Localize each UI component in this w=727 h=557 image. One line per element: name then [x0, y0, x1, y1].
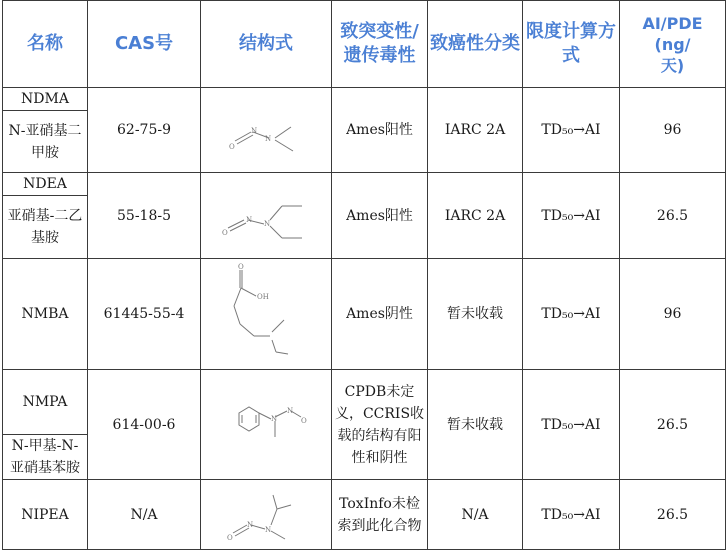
- carcinogenicity-cell: N/A: [428, 480, 523, 550]
- table-row: [3, 370, 726, 435]
- carcinogenicity-cell: IARC 2A: [428, 173, 523, 259]
- limit-cell: 26.5: [620, 173, 726, 259]
- mutagenicity-cell: Ames阳性: [332, 88, 428, 173]
- mutagenicity-cell: Ames阳性: [332, 173, 428, 259]
- method-cell: TD₅₀→AI: [523, 370, 620, 480]
- nitrosamine-table: [2, 0, 726, 550]
- carcinogenicity-cell: 暂未收载: [428, 259, 523, 370]
- header-structure: 结构式: [201, 1, 332, 88]
- svg-text:N: N: [265, 525, 272, 534]
- svg-text:O: O: [238, 262, 244, 271]
- nmpa-structure-icon: [201, 370, 332, 480]
- mutagenicity-cell: Ames阴性: [332, 259, 428, 370]
- carcinogenicity-cell: 暂未收载: [428, 370, 523, 480]
- method-cell: TD₅₀→AI: [523, 259, 620, 370]
- svg-text:N: N: [287, 406, 294, 415]
- table-row: [3, 88, 726, 111]
- limit-cell: 96: [620, 259, 726, 370]
- ndea-structure-icon: [201, 173, 332, 259]
- full-name-cell: 亚硝基-二乙基胺: [3, 196, 88, 259]
- svg-text:O: O: [227, 533, 233, 542]
- header-carcinogenicity: 致癌性分类: [428, 1, 523, 88]
- header-limit: AI/PDE (ng/ 天): [620, 1, 726, 88]
- abbr-cell: NMBA: [3, 259, 88, 370]
- header-name: 名称: [3, 1, 88, 88]
- svg-text:N: N: [265, 135, 272, 143]
- svg-text:O: O: [229, 143, 235, 151]
- method-cell: TD₅₀→AI: [523, 88, 620, 173]
- nipea-structure-icon: [201, 480, 332, 550]
- svg-text:N: N: [246, 215, 253, 224]
- svg-text:O: O: [222, 228, 228, 237]
- header-row: [3, 1, 726, 88]
- method-cell: TD₅₀→AI: [523, 173, 620, 259]
- cas-cell: 55-18-5: [88, 173, 201, 259]
- carcinogenicity-cell: IARC 2A: [428, 88, 523, 173]
- mutagenicity-cell: ToxInfo未检索到此化合物: [332, 480, 428, 550]
- table-row: [3, 173, 726, 196]
- abbr-cell: NMPA: [3, 370, 88, 435]
- table-row: [3, 480, 726, 550]
- cas-cell: N/A: [88, 480, 201, 550]
- svg-text:N: N: [271, 414, 278, 423]
- svg-text:O: O: [301, 416, 307, 425]
- svg-text:OH: OH: [257, 292, 269, 301]
- limit-cell: 26.5: [620, 370, 726, 480]
- header-mutagenicity: 致突变性/遗传毒性: [332, 1, 428, 88]
- header-method: 限度计算方式: [523, 1, 620, 88]
- svg-text:N: N: [264, 219, 271, 228]
- full-name-cell: N-甲基-N-亚硝基苯胺: [3, 435, 88, 480]
- cas-cell: 62-75-9: [88, 88, 201, 173]
- ndma-structure-icon: [201, 88, 332, 173]
- limit-cell: 26.5: [620, 480, 726, 550]
- table-row: [3, 259, 726, 370]
- method-cell: TD₅₀→AI: [523, 480, 620, 550]
- abbr-cell: NDEA: [3, 173, 88, 196]
- cas-cell: 614-00-6: [88, 370, 201, 480]
- svg-text:N: N: [247, 520, 254, 529]
- nmba-structure-icon: [201, 259, 332, 370]
- svg-text:N: N: [251, 127, 258, 135]
- abbr-cell: NIPEA: [3, 480, 88, 550]
- abbr-cell: NDMA: [3, 88, 88, 111]
- full-name-cell: N-亚硝基二甲胺: [3, 111, 88, 173]
- header-cas: CAS号: [88, 1, 201, 88]
- limit-cell: 96: [620, 88, 726, 173]
- mutagenicity-cell: CPDB未定义，CCRIS收载的结构有阳性和阴性: [332, 370, 428, 480]
- cas-cell: 61445-55-4: [88, 259, 201, 370]
